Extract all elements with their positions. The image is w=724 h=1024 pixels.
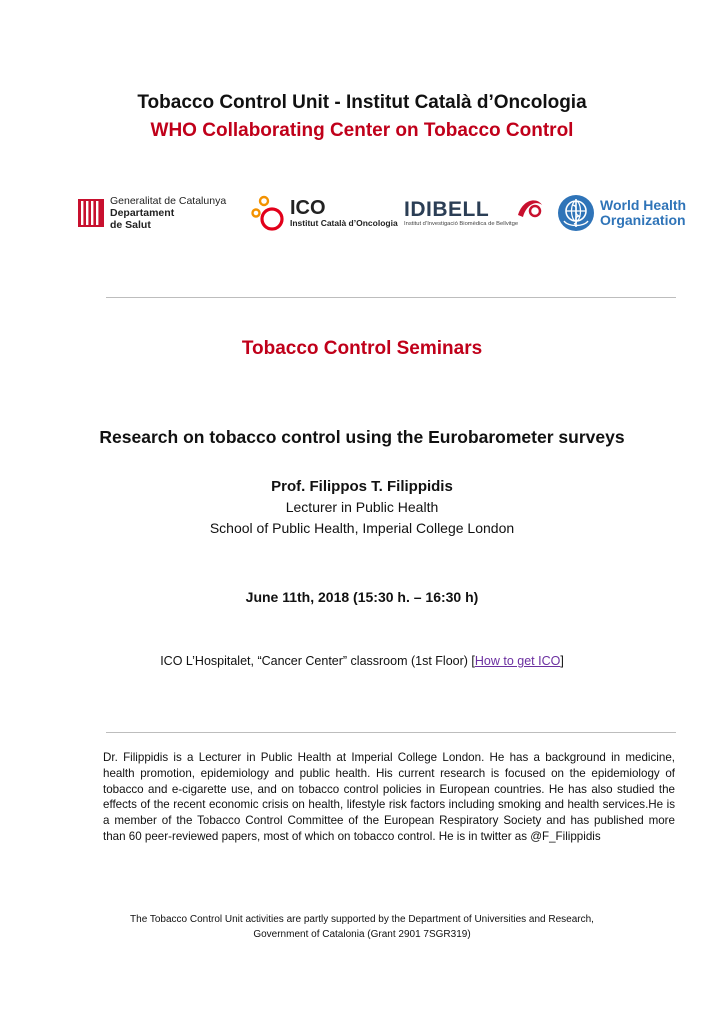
venue-end: ] (560, 654, 564, 668)
header-title-who-center: WHO Collaborating Center on Tobacco Control (150, 120, 574, 141)
funding-note (0, 912, 724, 942)
gencat-line1: Generalitat de Catalunya (110, 195, 227, 207)
senyera-icon (78, 199, 104, 227)
ico-logo (250, 188, 398, 238)
divider-bottom (106, 732, 676, 733)
ico-sub: Institut Català d’Oncologia (290, 218, 398, 228)
idibell-logo (404, 188, 545, 238)
divider-top (106, 297, 676, 298)
gencat-line3: de Salut (110, 219, 151, 231)
speaker-role: Lecturer in Public Health (285, 499, 439, 515)
funding-line2: Government of Catalonia (Grant 2901 7SGR319) (253, 929, 471, 940)
ico-name: ICO (290, 197, 326, 219)
gencat-line2: Departament (110, 207, 175, 219)
series-title: Tobacco Control Seminars (241, 338, 483, 359)
who-emblem-icon (556, 193, 596, 233)
funding-line1: The Tobacco Control Unit activities are partly supported by the Department of Universities and Research, (130, 914, 594, 925)
who-line2: Organization (600, 212, 686, 228)
who-line1: World Health (600, 197, 687, 213)
idibell-swirl-icon (515, 195, 545, 221)
venue-text: ICO L’Hospitalet, “Cancer Center” classroom (1st Floor) [ (160, 654, 475, 668)
speaker-affiliation: School of Public Health, Imperial College London (209, 520, 515, 536)
ico-circles-icon (250, 193, 286, 233)
gencat-logo (78, 188, 226, 238)
speaker-name: Prof. Filippos T. Filippidis (271, 478, 453, 495)
how-to-get-ico-link[interactable]: How to get ICO (474, 654, 561, 668)
who-logo (556, 188, 686, 238)
talk-title: Research on tobacco control using the Eurobarometer surveys (99, 427, 625, 447)
idibell-sub: Institut d’Investigació Biomèdica de Bellvitge (404, 221, 519, 227)
speaker-bio: Dr. Filippidis is a Lecturer in Public Health at Imperial College London. He has a background in medicine, health promotion, epidemiology and public health. His current research is focused on the epidemiology of tobacco and e-cigarette use, and on tobacco control policies in European countries. He has also studied the effects of the recent economic crisis on health, lifestyle risk factors including smoking and health services.He is a member of the Tobacco Control Committee of the European Respiratory Society and has published more than 60 peer-reviewed papers, most of which on tobacco control. He is in twitter as @F_Filippidis (103, 751, 675, 843)
header-title-unit: Tobacco Control Unit - Institut Català d’Oncologia (137, 92, 587, 113)
seminar-venue (0, 654, 724, 668)
idibell-name: IDIBELL (404, 198, 490, 221)
seminar-date: June 11th, 2018 (15:30 h. – 16:30 h) (245, 589, 479, 605)
